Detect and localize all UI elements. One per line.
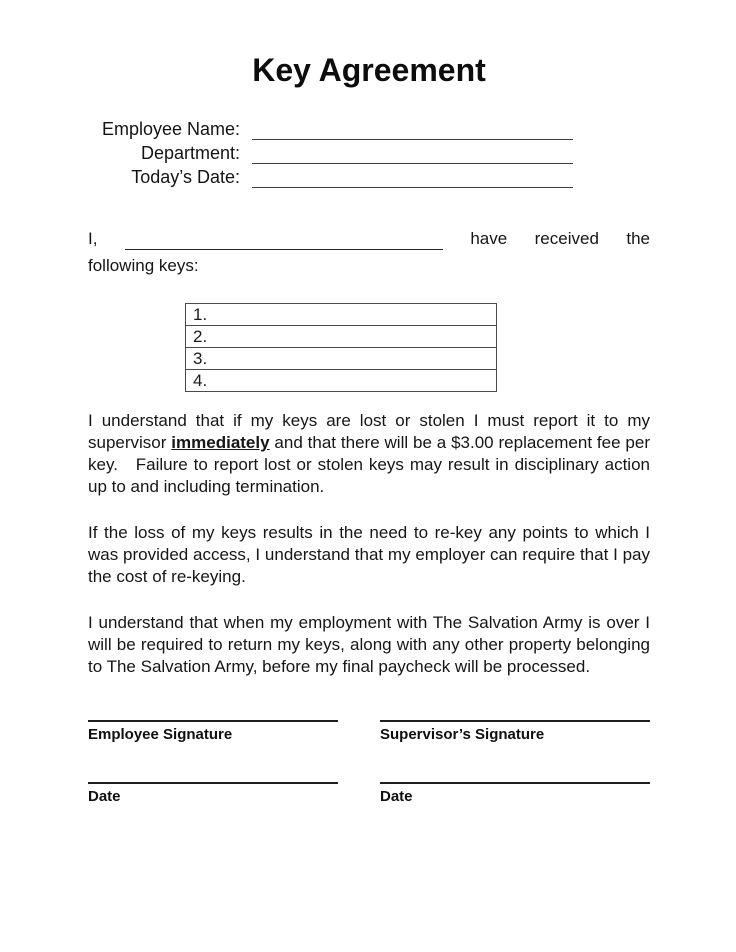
- key-row-1: [186, 304, 497, 326]
- field-row-department: [88, 140, 650, 164]
- employee-name-label: Employee Name:: [101, 119, 240, 139]
- spacer: [380, 744, 650, 782]
- key-row-3: [186, 348, 497, 370]
- todays-date-blank[interactable]: [252, 166, 573, 188]
- keys-table: [185, 303, 497, 392]
- paragraph-return-keys: I understand that when my employment with The Salvation Army is over I will be required to return my keys, along with any other property belonging to The Salvation Army, before my final paycheck will be processed.: [88, 613, 650, 676]
- intro-pronoun: I,: [88, 229, 98, 248]
- todays-date-label: Today’s Date:: [131, 167, 240, 187]
- supervisor-date-line[interactable]: [380, 782, 650, 784]
- emphasis-immediately: immediately: [171, 433, 270, 452]
- key-row-2: [186, 326, 497, 348]
- supervisor-signature-label: Supervisor’s Signature: [380, 726, 545, 743]
- intro-line-1: [88, 228, 650, 250]
- supervisor-date-label: Date: [380, 788, 413, 805]
- paragraph-rekey: If the loss of my keys results in the need to re-key any points to which I was provided access, I understand that my employer can require that I pay the cost of re-keying.: [88, 523, 650, 586]
- supervisor-signature-line[interactable]: [380, 720, 650, 722]
- field-row-employee-name: [88, 116, 650, 140]
- employee-name-signature-blank[interactable]: [125, 231, 443, 250]
- department-blank[interactable]: [252, 142, 573, 164]
- employee-date-line[interactable]: [88, 782, 338, 784]
- supervisor-signature-column: [380, 720, 650, 806]
- spacer: [88, 744, 338, 782]
- key-row-4-cell[interactable]: 4.: [186, 370, 497, 392]
- intro-sentence: [88, 228, 650, 277]
- paragraph-lost-stolen: [88, 410, 650, 498]
- employee-signature-label: Employee Signature: [88, 726, 233, 743]
- signature-section: [88, 720, 650, 806]
- key-row-1-cell[interactable]: 1.: [186, 304, 497, 326]
- intro-word-have: have: [470, 229, 508, 248]
- key-row-3-cell[interactable]: 3.: [186, 348, 497, 370]
- field-row-todays-date: [88, 164, 650, 188]
- intro-word-the: the: [626, 229, 650, 248]
- page-title: Key Agreement: [252, 52, 486, 88]
- employee-date-label: Date: [88, 788, 121, 805]
- key-row-2-cell[interactable]: 2.: [186, 326, 497, 348]
- employee-signature-line[interactable]: [88, 720, 338, 722]
- employee-signature-column: [88, 720, 338, 806]
- key-row-4: [186, 370, 497, 392]
- intro-line-2: following keys:: [88, 256, 199, 275]
- department-label: Department:: [140, 143, 240, 163]
- paragraph-lost-stolen-before: I understand that if my keys are lost or stolen I must report it to my supervisor: [88, 411, 650, 452]
- intro-word-received: received: [534, 229, 599, 248]
- paragraph-lost-stolen-after: and that there will be a $3.00 replacement fee per key. Failure to report lost or stolen keys may result in disciplinary action up to and including termination.: [88, 433, 651, 496]
- header-fields: [88, 116, 650, 188]
- employee-name-blank[interactable]: [252, 118, 573, 140]
